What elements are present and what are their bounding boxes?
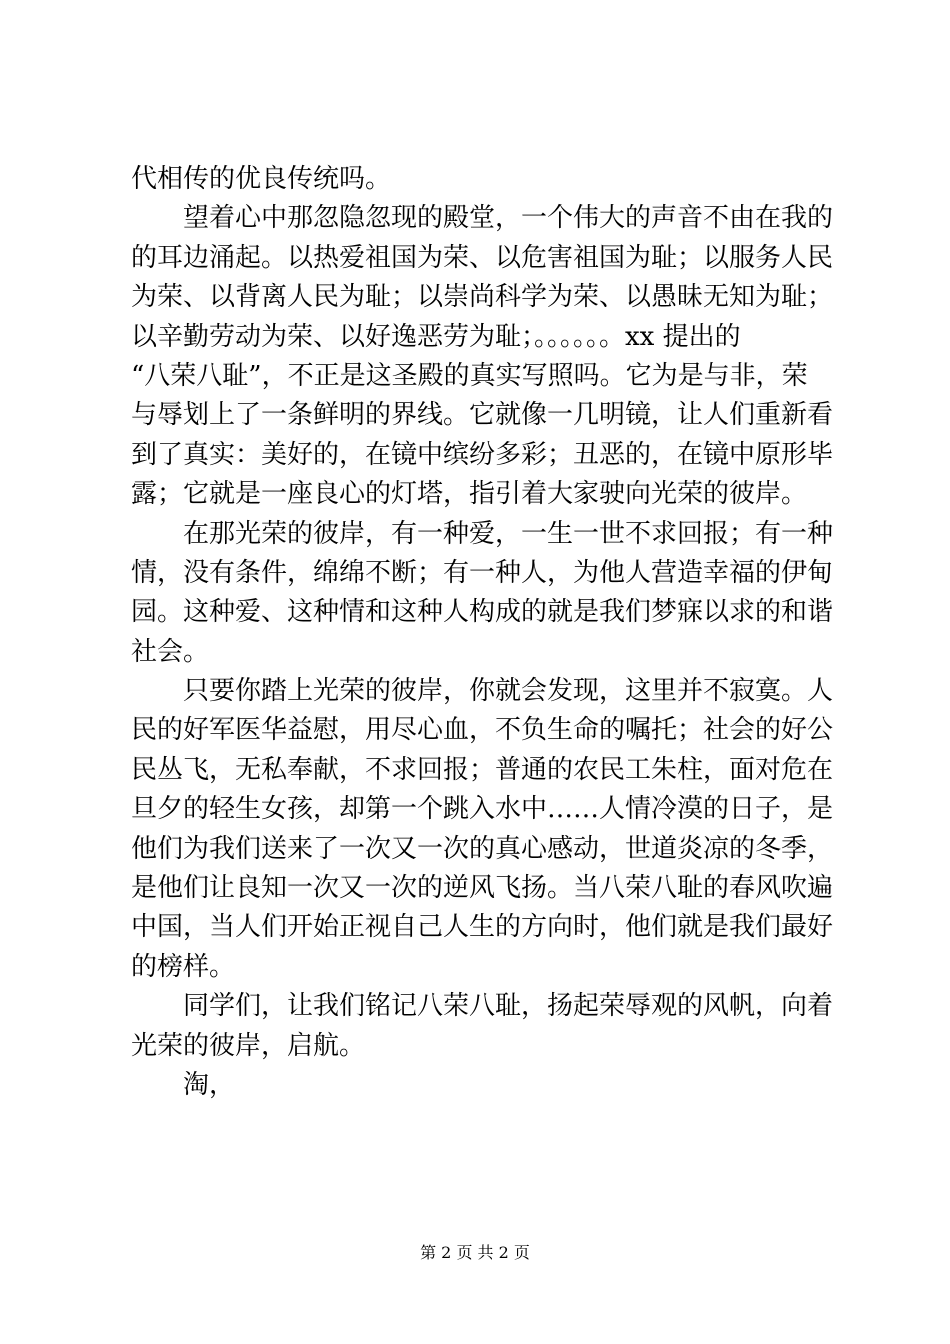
text-line: 社会。 (131, 636, 210, 667)
text-line: 的榜样。 (131, 951, 236, 982)
text-line: 露；它就是一座良心的灯塔，指引着大家驶向光荣的彼岸。 (131, 479, 808, 510)
text-line: “八荣八耻”，不正是这圣殿的真实写照吗。它为是与非，荣 (131, 360, 808, 391)
text-line: 代相传的优良传统吗。 (131, 164, 392, 194)
paragraph-first-line: 淘， (183, 1069, 236, 1100)
text-line: 民丛飞，无私奉献，不求回报；普通的农民工朱柱，面对危在 (131, 754, 834, 785)
text-line: 为荣、以背离人民为耻；以崇尚科学为荣、以愚昧无知为耻； (131, 282, 834, 313)
text-line: 以辛勤劳动为荣、以好逸恶劳为耻；。。。。。。xx 提出的 (131, 321, 741, 352)
text-line: 到了真实：美好的，在镜中缤纷多彩；丑恶的，在镜中原形毕 (131, 439, 834, 470)
body-text (131, 160, 834, 1105)
page-number-footer: 第 2 页 共 2 页 (420, 1243, 530, 1262)
paragraph-first-line: 只要你踏上光荣的彼岸，你就会发现，这里并不寂寞。人 (183, 676, 834, 707)
text-line: 是他们让良知一次又一次的逆风飞扬。当八荣八耻的春风吹遍 (131, 873, 834, 904)
text-line: 民的好军医华益慰，用尽心血，不负生命的嘱托；社会的好公 (131, 715, 834, 746)
text-line: 园。这种爱、这种情和这种人构成的就是我们梦寐以求的和谐 (131, 597, 834, 628)
paragraph-first-line: 同学们，让我们铭记八荣八耻，扬起荣辱观的风帆，向着 (183, 991, 834, 1022)
text-line: 旦夕的轻生女孩，却第一个跳入水中……人情冷漠的日子，是 (131, 794, 834, 825)
text-line: 情，没有条件，绵绵不断；有一种人，为他人营造幸福的伊甸 (131, 557, 834, 588)
paragraph-first-line: 望着心中那忽隐忽现的殿堂，一个伟大的声音不由在我的 (183, 203, 834, 234)
text-line: 的耳边涌起。以热爱祖国为荣、以危害祖国为耻；以服务人民 (131, 242, 834, 273)
text-line: 中国，当人们开始正视自己人生的方向时，他们就是我们最好 (131, 912, 834, 943)
text-line: 光荣的彼岸，启航。 (131, 1030, 366, 1061)
text-line: 与辱划上了一条鲜明的界线。它就像一几明镜，让人们重新看 (131, 400, 834, 431)
paragraph-first-line: 在那光荣的彼岸，有一种爱，一生一世不求回报；有一种 (183, 518, 834, 549)
text-line: 他们为我们送来了一次又一次的真心感动，世道炎凉的冬季， (131, 833, 834, 864)
